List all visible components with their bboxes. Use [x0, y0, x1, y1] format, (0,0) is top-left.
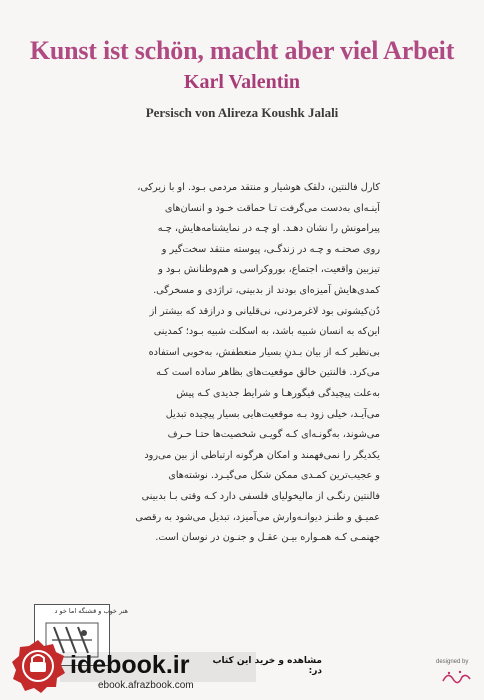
blurb-line: تیزبین واقعیت، اجتماع، بوروکراسی و هم‌وطنانش بـود و: [158, 264, 380, 276]
blurb-line: پیرامونش را نشان دهـد. او چـه در نمایشنامه‌هایش، چـه: [157, 223, 380, 235]
book-author: Karl Valentin: [183, 71, 301, 93]
blurb-line: بی‌نظیر کـه از بیان بـدنِ بسیار منعطفش، به‌خوبی استفاده: [148, 346, 380, 358]
blurb-line: کارل فالنتین، دلقک هوشیار و منتقد مردمی بـود. او با زیرکی،: [137, 182, 380, 193]
designed-by-label: designed by: [436, 659, 469, 665]
translator-credit: Persisch von Alireza Koushk Jalali: [145, 105, 339, 120]
designer-signature-icon: [440, 667, 474, 687]
blurb-line: روی صحنـه و چـه در زندگـی، پیوسته منتقد سخت‌گیر و: [161, 243, 380, 255]
blurb-line: یکدیگر را نمی‌فهمند و امکان هرگونه ارتباطی از بین می‌رود: [144, 449, 380, 461]
blurb-line: فالنتین رنگـی از مالیخولیای فلسفی دارد کـه وقتی بـا بدبینی: [141, 490, 380, 502]
blurb-line: به‌علت پیچیدگی فیگورهـا و شرایط جدیدی کـه پیش: [176, 387, 380, 399]
blurb-line: جهنمـی کـه همـواره بیـن عقـل و جنـون در نوسان است.: [155, 532, 380, 544]
back-cover-blurb: [104, 178, 380, 549]
blurb-line: می‌کرد. فالنتین خالق موقعیت‌های بظاهر ساده است کـه: [156, 367, 380, 379]
publisher-slogan: هنر خوب و قشنگه اما خو د: [54, 607, 128, 615]
blurb-line: می‌آیـد، خیلی زود بـه موقعیت‌هایی بسیار پیچیده تبدیل: [165, 408, 380, 420]
blurb-line: و عجیب‌ترین کمـدی ممکن شکل می‌گیـرد. نوشته‌های: [168, 470, 380, 482]
blurb-line: آینـه‌ای به‌دست می‌گرفت تـا حماقت خـود و انسان‌های: [164, 202, 380, 214]
red-seal-badge-icon: [10, 638, 66, 694]
watermark-buy-text: مشاهده و خرید این کتاب در:: [212, 656, 322, 676]
blurb-line: عمیـق و طنـز دیوانـه‌وارش می‌آمیزد، تبدیل می‌شود به رقصی: [135, 511, 380, 523]
blurb-line: کمدی‌هایش آمیزه‌ای بودند از بدبینی، تراژدی و مسخرگی.: [153, 284, 380, 296]
blurb-line: این‌که به انسان شبیه باشد، به اسکلت شبیه بـود؛ کمدینی: [153, 326, 380, 338]
watermark-url: ebook.afrazbook.com: [98, 680, 194, 691]
blurb-line: دُن‌کیشوتی بود لاغرمردنی، نی‌قلیانی و درازقد که بیشتر از: [149, 305, 380, 317]
watermark-site-name: idebook.ir: [70, 651, 190, 679]
book-title: Kunst ist schön, macht aber viel Arbeit: [29, 36, 455, 65]
blurb-line: می‌شوند، به‌گونـه‌ای کـه گویـی شخصیت‌ها حتـا حـرف: [167, 429, 380, 441]
